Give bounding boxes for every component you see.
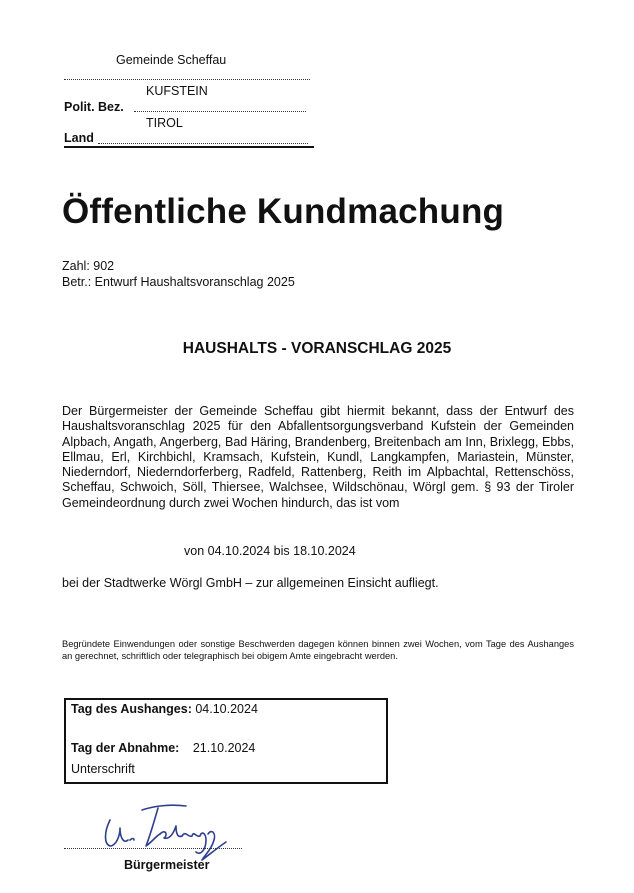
state-label: Land (64, 131, 94, 145)
objections-note: Begründete Einwendungen oder sonstige Beschwerden dagegen können binnen zwei Wochen, vom Tage des Aushanges an gerechnet, schriftlich oder telegraphisch bei obigem Amte eingebracht werden. (62, 639, 574, 661)
subject-line: Betr.: Entwurf Haushaltsvoranschlag 2025 (62, 275, 295, 289)
announcement-paragraph: Der Bürgermeister der Gemeinde Scheffau gibt hiermit bekannt, dass der Entwurf des Haushaltsvoranschlag 2025 für den Abfallentsorgungsverband Kufstein der Gemeinden Alpbach, Angath, Angerberg, Bad Häring, Brandenberg, Breitenbach am Inn, Brixlegg, Ebbs, Ellmau, Erl, Kirchbichl, Kramsach, Kufstein, Kundl, Langkampfen, Mariastein, Münster, Niederndorf, Niederndorferberg, Radfeld, Rattenberg, Reith im Alpbachtal, Rettenschöss, Scheffau, Schwoich, Söll, Thiersee, Walchsee, Wildschönau, Wörgl gem. § 93 der Tiroler Gemeindeordnung durch zwei Wochen hindurch, das ist vom (62, 404, 574, 510)
posted-label: Tag des Aushanges: (71, 702, 192, 716)
district-value: KUFSTEIN (146, 84, 208, 98)
page-title: Öffentliche Kundmachung (62, 192, 505, 231)
removed-date: 21.10.2024 (192, 741, 256, 755)
signatory-title: Bürgermeister (124, 858, 210, 872)
removed-label: Tag der Abnahme: (71, 741, 180, 755)
reference-number: Zahl: 902 (62, 259, 115, 273)
posting-box (64, 698, 388, 784)
header-rule (64, 146, 314, 148)
dotted-line (134, 111, 306, 112)
dotted-line (98, 143, 308, 144)
state-value: TIROL (146, 116, 183, 130)
display-period: von 04.10.2024 bis 18.10.2024 (184, 544, 356, 558)
municipality-name: Gemeinde Scheffau (116, 53, 227, 67)
signature-line (64, 848, 242, 849)
display-location: bei der Stadtwerke Wörgl GmbH – zur allgemeinen Einsicht aufliegt. (62, 576, 439, 590)
district-label: Polit. Bez. (64, 100, 124, 114)
section-heading: HAUSHALTS - VORANSCHLAG 2025 (182, 340, 452, 357)
posted-date: 04.10.2024 (195, 702, 258, 716)
dotted-line (64, 79, 310, 80)
signature-field-label: Unterschrift (71, 762, 135, 776)
